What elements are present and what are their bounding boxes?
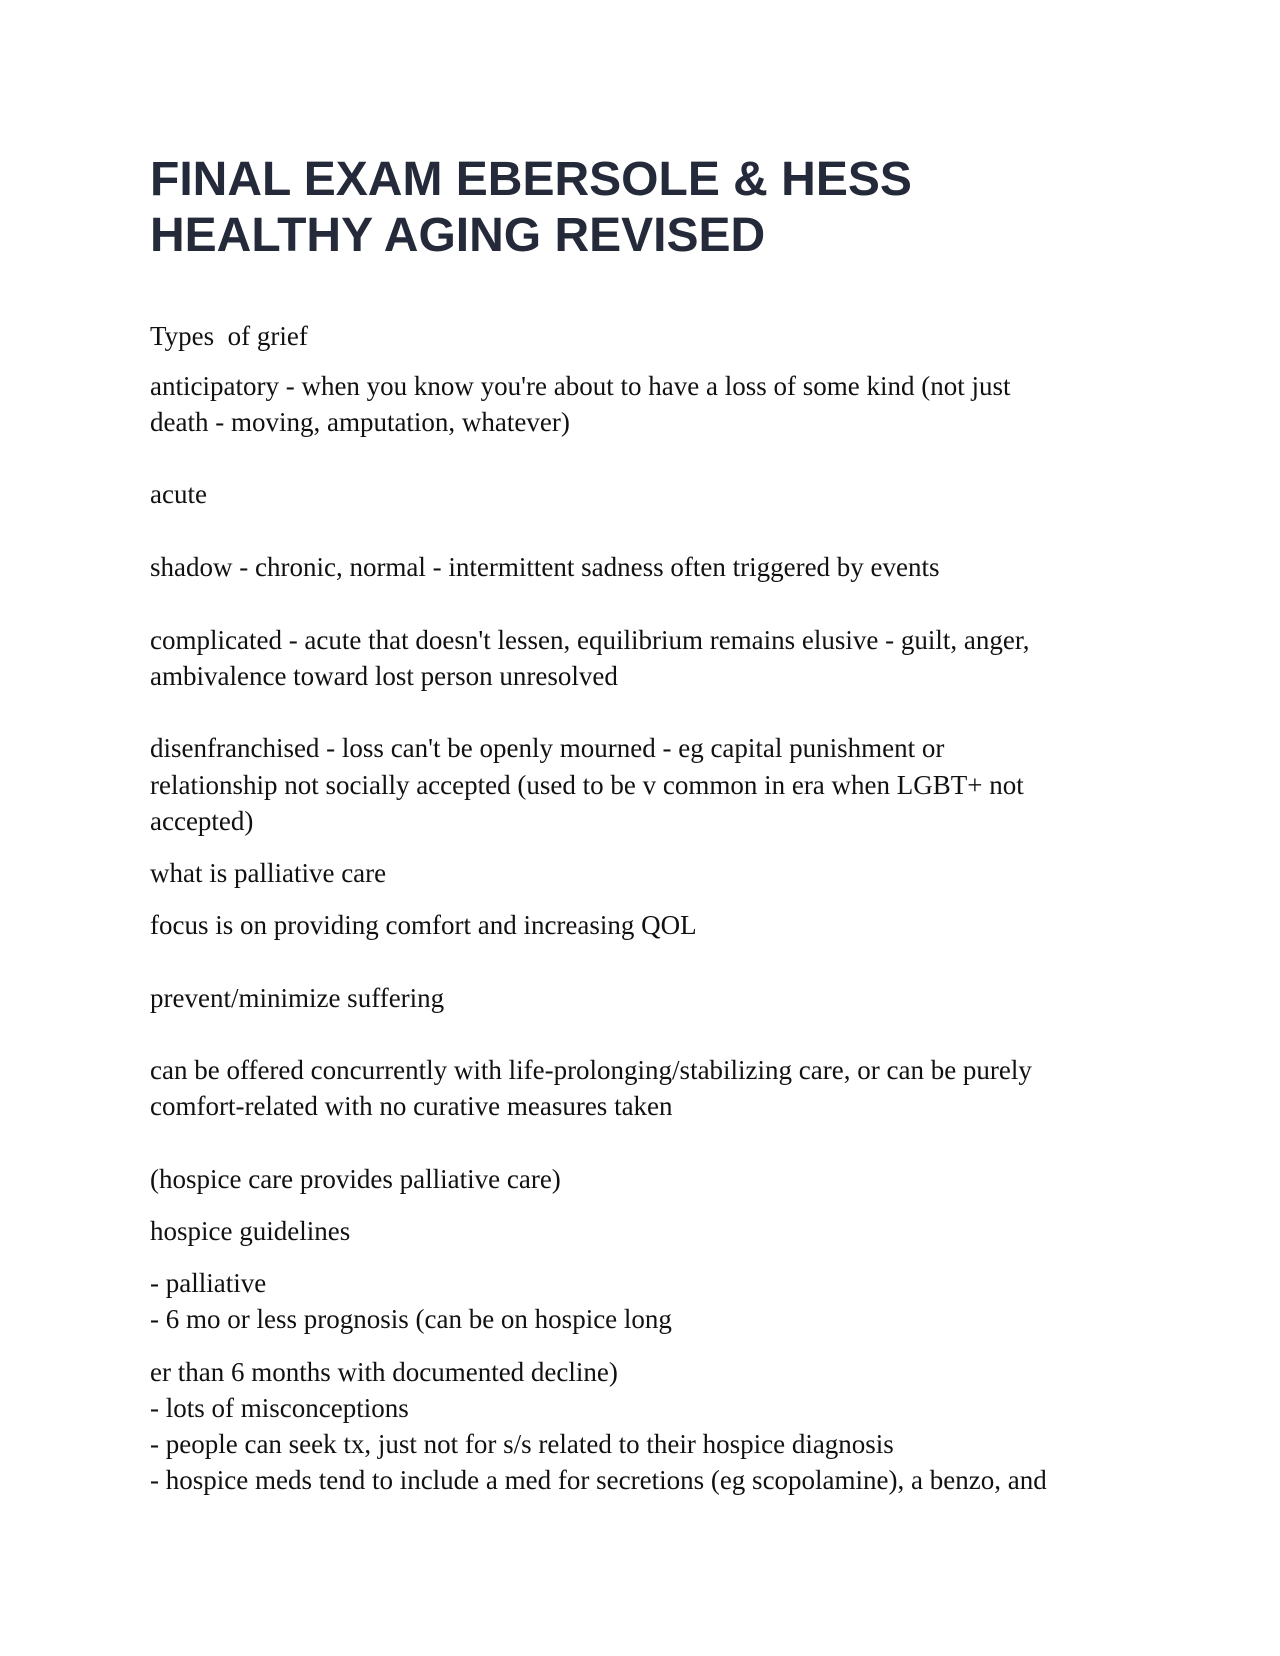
text-line: complicated - acute that doesn't lessen, equilibrium remains elusive - guilt, anger, [150, 625, 1030, 655]
text-line: accepted) [150, 806, 254, 836]
text-line: ambivalence toward lost person unresolved [150, 661, 618, 691]
document-title [150, 152, 1150, 264]
text-line: death - moving, amputation, whatever) [150, 407, 570, 437]
text-line: prevent/minimize suffering [150, 983, 445, 1013]
text-line: comfort-related with no curative measures taken [150, 1091, 673, 1121]
title-line: FINAL EXAM EBERSOLE & HESS [150, 153, 912, 206]
section-heading-palliative-care: what is palliative care [150, 858, 387, 888]
text-line: shadow - chronic, normal - intermittent sadness often triggered by events [150, 552, 940, 582]
section-heading-hospice-guidelines: hospice guidelines [150, 1216, 351, 1246]
list-item: - palliative [150, 1268, 267, 1298]
list-item: er than 6 months with documented decline) [150, 1357, 618, 1387]
title-line: HEALTHY AGING REVISED [150, 209, 766, 262]
text-line: (hospice care provides palliative care) [150, 1164, 561, 1194]
text-line: focus is on providing comfort and increasing QOL [150, 910, 697, 940]
text-line: relationship not socially accepted (used to be v common in era when LGBT+ not [150, 770, 1024, 800]
text-line: can be offered concurrently with life-prolonging/stabilizing care, or can be purely [150, 1055, 1032, 1085]
text-line: disenfranchised - loss can't be openly mourned - eg capital punishment or [150, 733, 945, 763]
list-item: - lots of misconceptions [150, 1393, 409, 1423]
list-item: - 6 mo or less prognosis (can be on hospice long [150, 1304, 672, 1334]
list-item: - people can seek tx, just not for s/s related to their hospice diagnosis [150, 1429, 894, 1459]
list-item: - hospice meds tend to include a med for secretions (eg scopolamine), a benzo, and [150, 1465, 1047, 1495]
text-line: anticipatory - when you know you're about to have a loss of some kind (not just [150, 371, 1011, 401]
section-heading-types-of-grief: Types of grief [150, 321, 308, 351]
text-line: acute [150, 479, 207, 509]
